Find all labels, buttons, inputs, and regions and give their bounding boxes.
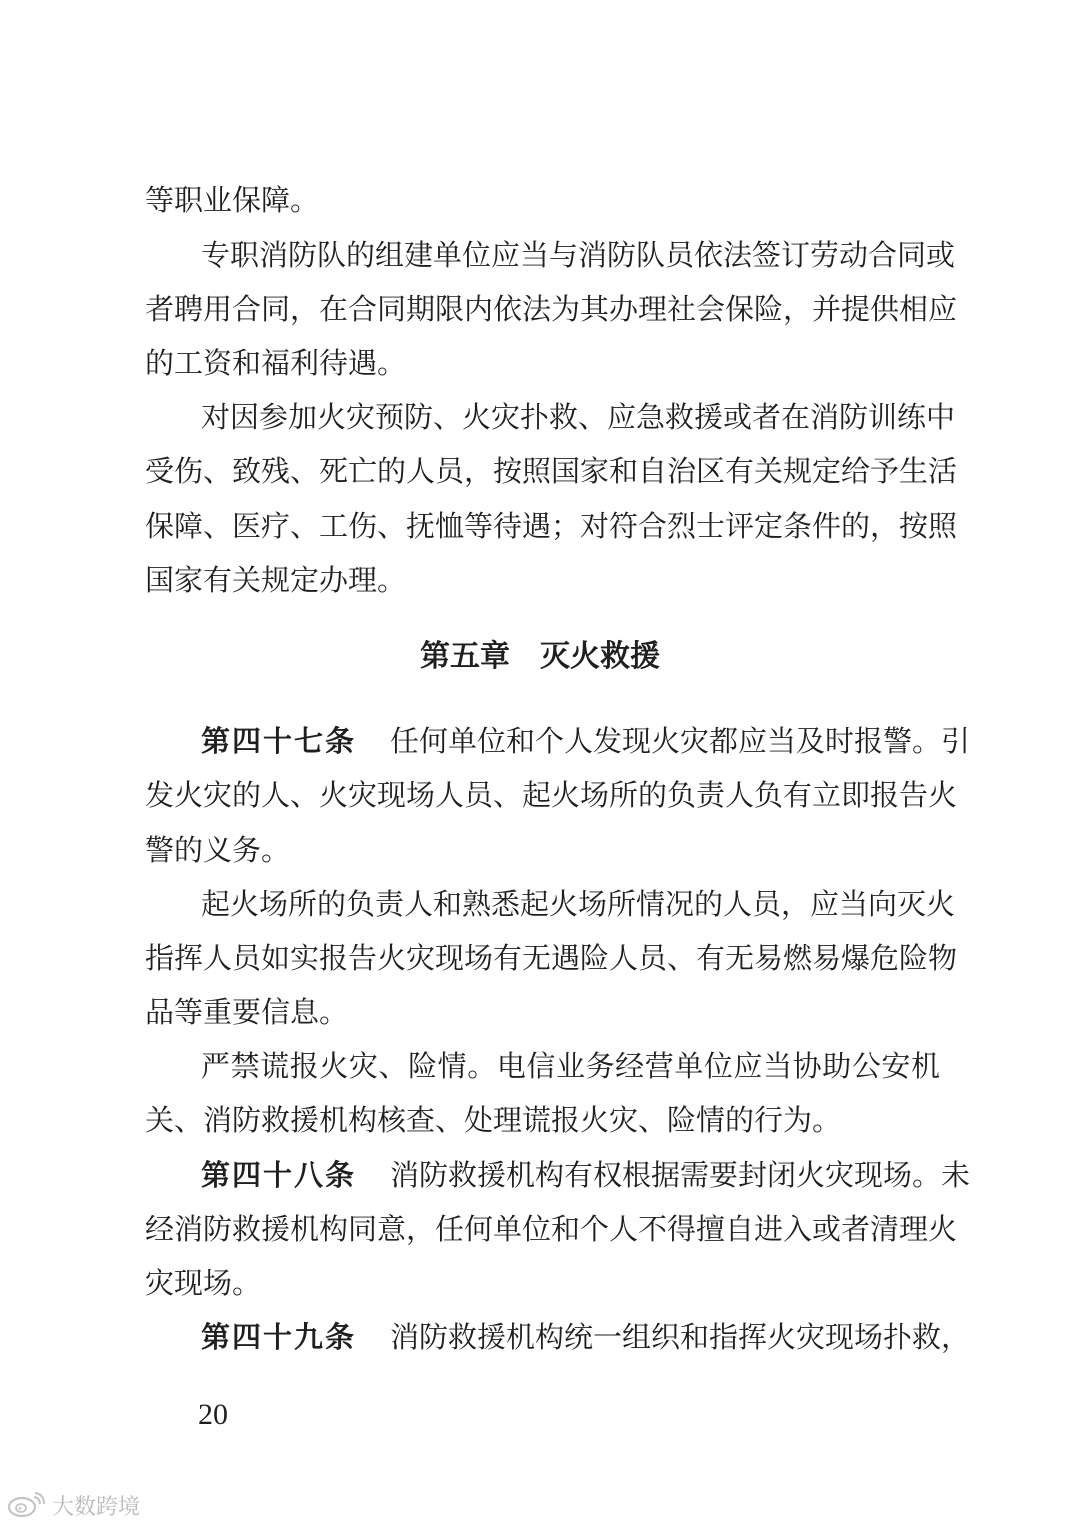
text-line: 经消防救援机构同意，任何单位和个人不得擅自进入或者清理火 <box>145 1212 958 1246</box>
article-47-text: 任何单位和个人发现火灾都应当及时报警。引 <box>390 724 971 758</box>
article-48-number: 第四十八条 <box>201 1158 357 1192</box>
text-line: 的工资和福利待遇。 <box>145 346 407 380</box>
text-line: 严禁谎报火灾、险情。电信业务经营单位应当协助公安机 <box>201 1049 940 1083</box>
page-number: 20 <box>198 1398 228 1431</box>
article-48-text: 消防救援机构有权根据需要封闭火灾现场。未 <box>390 1158 971 1192</box>
text-line: 关、消防救援机构核查、处理谎报火灾、险情的行为。 <box>145 1103 842 1137</box>
text-line: 受伤、致残、死亡的人员，按照国家和自治区有关规定给予生活 <box>145 454 958 488</box>
article-49-number: 第四十九条 <box>201 1320 357 1354</box>
weibo-logo-icon <box>6 1491 46 1519</box>
chapter-title: 第五章 灭火救援 <box>420 639 660 674</box>
text-line: 者聘用合同，在合同期限内依法为其办理社会保险，并提供相应 <box>145 292 958 326</box>
article-49-text: 消防救援机构统一组织和指挥火灾现场扑救， <box>390 1320 971 1354</box>
text-line: 警的义务。 <box>145 833 291 867</box>
text-line: 指挥人员如实报告火灾现场有无遇险人员、有无易燃易爆危险物 <box>145 941 958 975</box>
watermark <box>6 1488 140 1522</box>
text-line: 保障、医疗、工伤、抚恤等待遇；对符合烈士评定条件的，按照 <box>145 509 958 543</box>
text-line: 对因参加火灾预防、火灾扑救、应急救援或者在消防训练中 <box>201 400 956 434</box>
text-line: 专职消防队的组建单位应当与消防队员依法签订劳动合同或 <box>201 238 956 272</box>
text-line: 发火灾的人、火灾现场人员、起火场所的负责人负有立即报告火 <box>145 778 958 812</box>
text-line: 等职业保障。 <box>145 183 320 217</box>
text-line: 灾现场。 <box>145 1266 262 1300</box>
text-line: 国家有关规定办理。 <box>145 563 407 597</box>
article-49-first-line <box>201 1317 971 1357</box>
article-47-first-line <box>201 721 971 761</box>
watermark-text: 大数跨境 <box>52 1494 141 1520</box>
article-48-first-line <box>201 1155 971 1195</box>
text-line: 品等重要信息。 <box>145 995 349 1029</box>
text-line: 起火场所的负责人和熟悉起火场所情况的人员，应当向灭火 <box>201 887 956 921</box>
article-47-number: 第四十七条 <box>201 724 357 758</box>
